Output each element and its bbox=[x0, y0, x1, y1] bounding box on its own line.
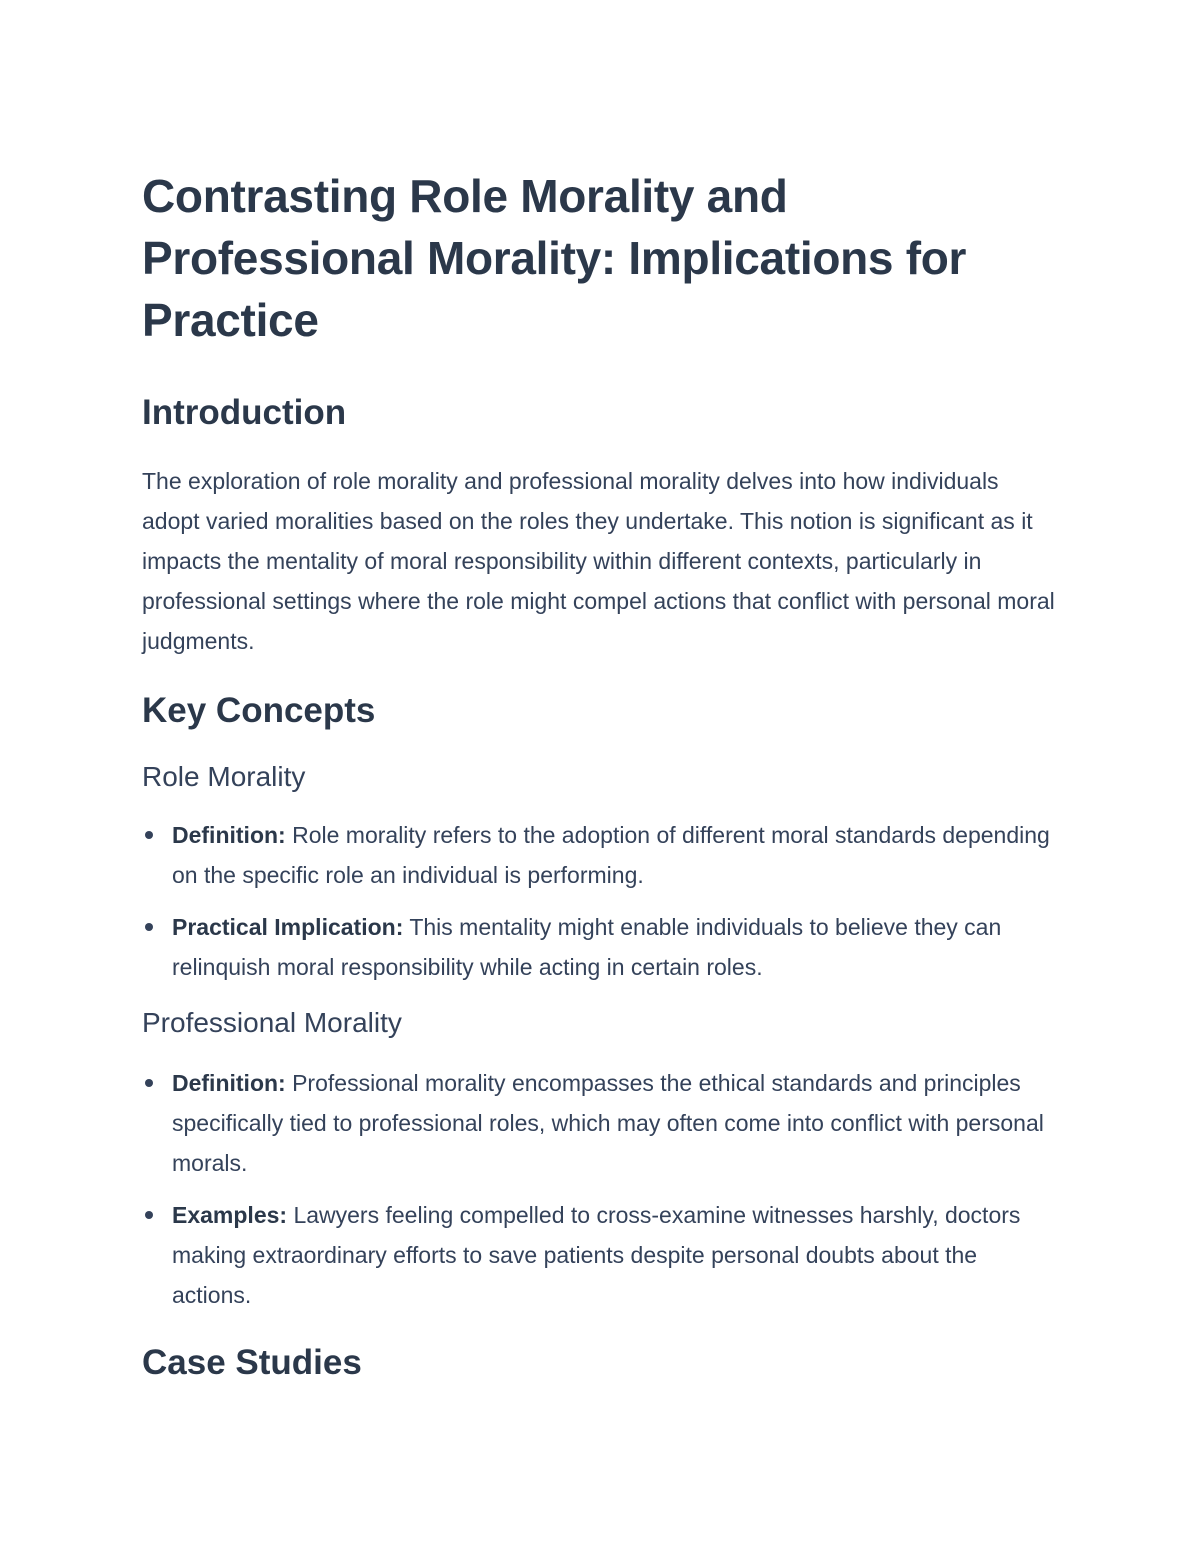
list-item bbox=[142, 815, 1062, 895]
introduction-paragraph: The exploration of role morality and professional morality delves into how individuals adopt varied moralities based on the roles they undertake. This notion is significant as it impacts the mentality of moral responsibility within different contexts, particularly in professional settings where the role might compel actions that conflict with personal moral judgments. bbox=[142, 468, 1055, 654]
bullet-icon bbox=[145, 1079, 153, 1087]
bullet-icon bbox=[145, 1211, 153, 1219]
list-item-label: Practical Implication: bbox=[172, 914, 404, 940]
list-item-text: Role morality refers to the adoption of different moral standards depending on the specific role an individual is performing. bbox=[172, 822, 1050, 888]
list-item-label: Examples: bbox=[172, 1202, 288, 1228]
list-item-label: Definition: bbox=[172, 822, 286, 848]
role-morality-list bbox=[142, 815, 1062, 987]
professional-morality-list bbox=[142, 1063, 1062, 1315]
list-item bbox=[142, 1063, 1062, 1183]
key-concepts-heading: Key Concepts bbox=[142, 691, 376, 730]
bullet-icon bbox=[145, 831, 153, 839]
list-item-text: Professional morality encompasses the ethical standards and principles specifically tied to professional roles, which may often come into conflict with personal morals. bbox=[172, 1070, 1044, 1176]
introduction-heading: Introduction bbox=[142, 393, 347, 432]
case-studies-heading: Case Studies bbox=[142, 1343, 362, 1382]
list-item-label: Definition: bbox=[172, 1070, 286, 1096]
list-item-text: This mentality might enable individuals to believe they can relinquish moral responsibility while acting in certain roles. bbox=[172, 914, 1002, 980]
list-item bbox=[142, 1195, 1062, 1315]
bullet-icon bbox=[145, 923, 153, 931]
list-item bbox=[142, 907, 1062, 987]
document-page bbox=[142, 165, 1062, 1385]
list-item-text: Lawyers feeling compelled to cross-examine witnesses harshly, doctors making extraordinary efforts to save patients despite personal doubts about the actions. bbox=[172, 1202, 1021, 1308]
role-morality-heading: Role Morality bbox=[142, 761, 306, 792]
document-title: Contrasting Role Morality and Professional Morality: Implications for Practice bbox=[142, 170, 967, 346]
professional-morality-heading: Professional Morality bbox=[142, 1007, 402, 1038]
